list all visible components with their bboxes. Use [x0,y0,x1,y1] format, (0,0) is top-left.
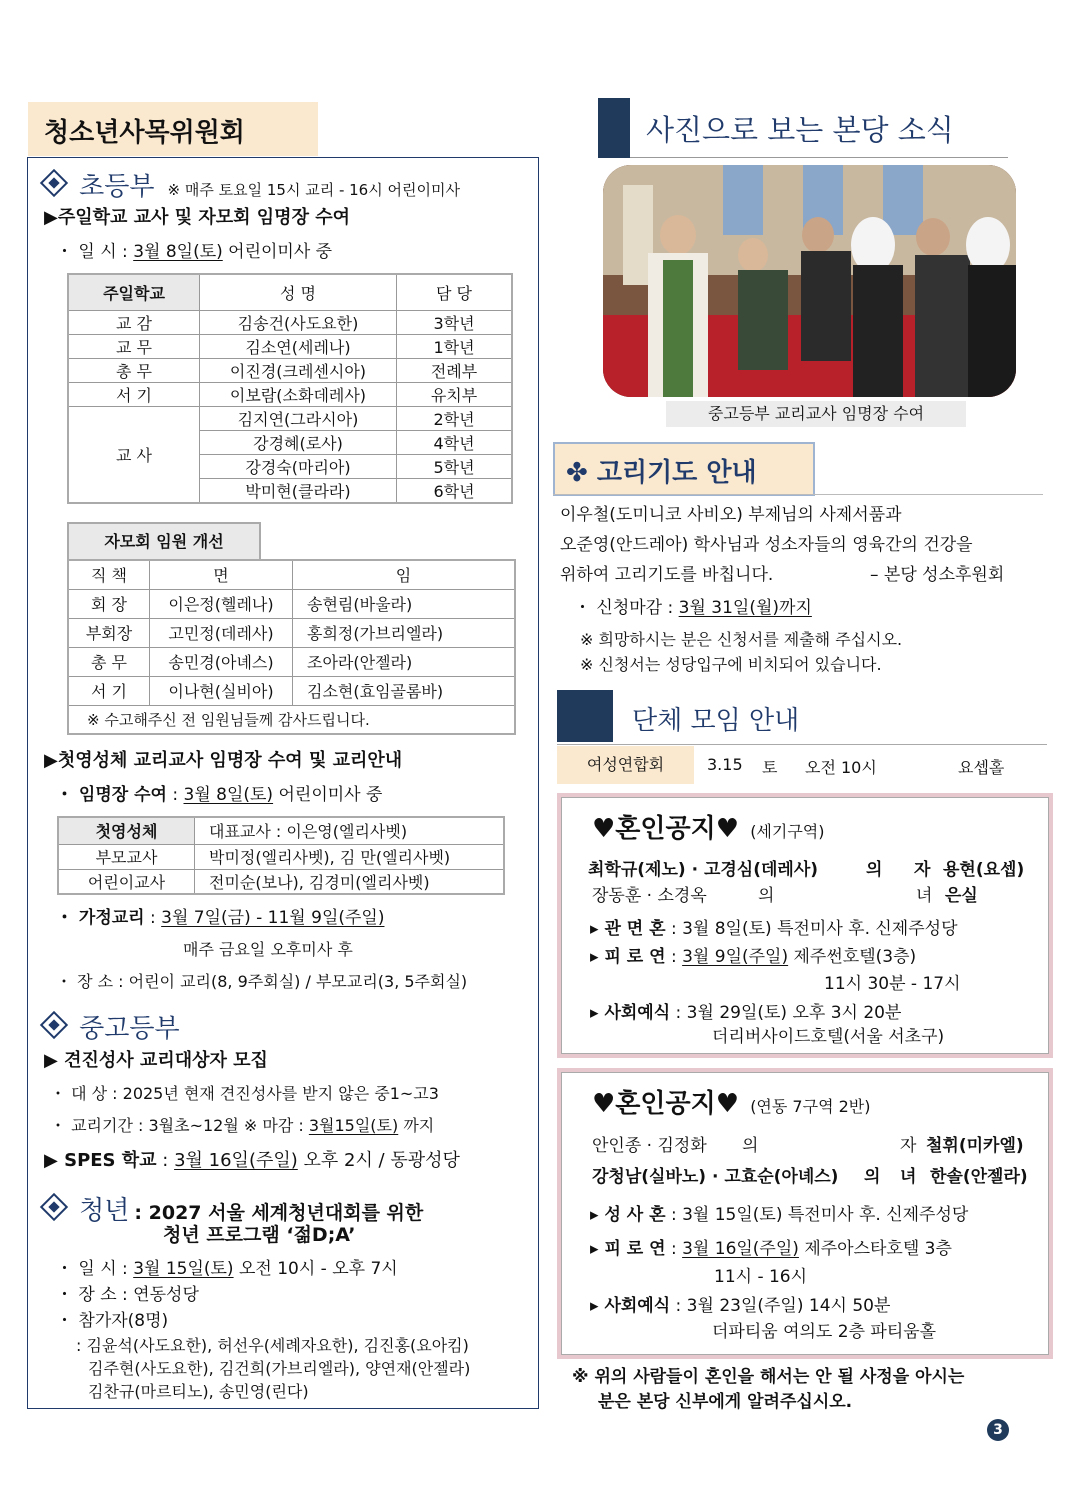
elementary-date [56,241,332,263]
family-time: 매주 금요일 오후미사 후 [183,940,353,959]
elementary-note: ※ 매주 토요일 15시 교리 - 16시 어린이미사 [167,181,460,199]
middle-period [50,1115,434,1137]
photo-title: 사진으로 보는 본당 소식 [646,113,954,147]
wedding2-parents2: 강청남(실바노) · 고효순(아녜스) [592,1167,839,1187]
youth-program-subtitle: 청년 프로그램 ‘젊D;A’ [163,1224,356,1246]
family-date: 3월 7일(금) - 11월 9일(주일) [161,908,385,928]
table-cell: 김송건(사도요한) [200,310,397,334]
wedding-area: (연동 7구역 2반) [750,1097,871,1116]
page-number: 3 [987,1419,1009,1441]
table-cell: 강경숙(마리아) [200,454,397,478]
youth-date-rest: 오전 10시 - 오후 7시 [233,1259,398,1279]
parents-table-footer: ※ 수고해주신 전 임원님들께 감사드립니다. [68,705,515,734]
table-cell: 6학년 [397,478,513,503]
apply-label: ・ 신청마감 : [574,598,679,618]
wedding1-rel: 녀 [916,886,933,906]
row-value: : 3월 15일(토) 특전미사 후. 신제주성당 [665,1205,969,1225]
wedding2-row [590,1234,952,1259]
spes-line [44,1150,460,1172]
row-value: : 3월 8일(토) 특전미사 후. 신제주성당 [665,919,958,939]
table-cell: 고민정(데레사) [150,618,293,647]
wedding-warning: 분은 본당 신부에게 알려주십시오. [598,1392,853,1412]
table-cell: 교 사 [68,406,200,503]
prayer-text: 위하여 고리기도를 바칩니다. [560,565,774,585]
parents-table-header: 직 책 [68,560,150,589]
youth-heading [38,1190,423,1227]
wedding1-name: 용현(요셉) [943,860,1025,880]
apply-date: 3월 31일(월)까지 [678,598,812,618]
row-colon: : [665,1239,683,1259]
groups-name: 여성연합회 [557,746,694,784]
photo-title-block [598,98,630,158]
table-cell: 이은정(헬레나) [150,589,293,618]
prayer-heading: ✤ 고리기도 안내 [566,458,757,488]
row-date: 3월 16일(주일) [682,1239,799,1259]
table-cell: 전례부 [397,358,513,382]
appointment-label: ・ 임명장 수여 [56,785,167,805]
teacher-table-header: 담 당 [397,274,513,310]
spes-date: 3월 16일(주일) [174,1150,298,1171]
table-cell: 강경혜(로사) [200,430,397,454]
wedding1-of: 의 [758,886,775,906]
table-cell: 조아라(안젤라) [293,647,516,676]
wedding2-of: 의 [864,1167,881,1187]
wedding1-row [590,914,958,939]
row-label: ▸ 관 면 혼 [590,919,666,939]
diamond-icon [40,1011,68,1039]
elementary-sub2: ▶첫영성체 교리교사 임명장 수여 및 교리안내 [44,750,403,771]
table-cell: 어린이교사 [58,869,195,894]
table-cell: 홍희정(가브리엘라) [293,618,516,647]
teacher-table-header: 주일학교 [68,274,200,310]
table-cell: 이나현(실비아) [150,676,293,705]
date-label: ・ 일 시 : [56,242,134,262]
table-cell: 이진경(크레센시아) [200,358,397,382]
period-pre: ・ 교리기간 : 3월초~12월 ※ 마감 : [50,1116,309,1135]
middle-target: ・ 대 상 : 2025년 현재 견진성사를 받지 않은 중1~고3 [50,1084,439,1103]
elementary-title: 초등부 [79,172,155,202]
row-label: ▸ 성 사 혼 [590,1205,666,1225]
elementary-place: ・ 장 소 : 어린이 교리(8, 9주회실) / 부모교리(3, 5주회실) [56,972,468,991]
wedding1-parents2: 장동훈 · 소경옥 [592,886,707,906]
youth-date-value: 3월 15일(토) [133,1259,234,1279]
table-cell: 총 무 [68,647,150,676]
youth-program-title: : 2027 서울 세계청년대회를 위한 [134,1202,424,1224]
youth-place: ・ 장 소 : 연동성당 [56,1285,199,1305]
wedding1-name: 은실 [945,886,978,906]
period-date: 3월15일(토) [308,1116,399,1135]
table-cell: 박미정(엘리사벳), 김 만(엘리사벳) [195,844,505,869]
groups-title: 단체 모임 안내 [632,706,800,736]
youth-date [56,1258,398,1280]
middle-heading [38,1008,180,1045]
period-post: 까지 [398,1116,435,1135]
table-cell: 1학년 [397,334,513,358]
family-colon: : [144,908,162,928]
elementary-heading [38,166,460,203]
wedding2-parents1: 안인종 · 김정화 [592,1136,707,1156]
wedding2-of: 의 [742,1136,759,1156]
spes-post: 오후 2시 / 동광성당 [297,1150,460,1171]
table-cell: 2학년 [397,406,513,430]
prayer-note: ※ 신청서는 성당입구에 비치되어 있습니다. [580,655,882,674]
youth-names: : 김윤석(사도요한), 허선우(세례자요한), 김진홍(요아킴) [76,1336,469,1355]
table-cell: 이보람(소화데레사) [200,382,397,406]
row-value: : 3월 29일(토) 오후 3시 20분 [670,1003,902,1023]
wedding-title: ♥혼인공지♥ [592,814,740,844]
row-label: ▸ 사회예식 [590,1296,671,1316]
groups-place: 요셉홀 [958,758,1005,777]
communion-table [57,816,505,895]
table-cell: 송현림(바울라) [293,589,516,618]
diamond-icon [40,1193,68,1221]
appointment-colon: : [166,785,184,805]
row-colon: : [665,947,683,967]
table-cell: 김소현(효임골롬바) [293,676,516,705]
spes-colon: : [156,1150,175,1171]
row-label: ▸ 사회예식 [590,1003,671,1023]
table-cell: 교 감 [68,310,200,334]
wedding1-parents1: 최학규(제노) · 고경심(데레사) [588,860,819,880]
ceremony-photo-illustration [603,165,1016,397]
wedding2-rel: 자 [900,1136,917,1156]
row-value: 제주아스타호텔 3층 [798,1239,952,1259]
table-cell: 교 무 [68,334,200,358]
appointment-line [56,784,382,806]
wedding-area: (세기구역) [750,822,825,841]
table-cell: 첫영성체 [58,817,195,844]
table-cell: 유치부 [397,382,513,406]
wedding1-title-line [592,808,825,845]
youth-names: 김찬규(마르티노), 송민영(린다) [88,1382,309,1401]
table-cell: 김지연(그라시아) [200,406,397,430]
table-cell: 박미현(클라라) [200,478,397,503]
teacher-table [67,273,513,504]
wedding-warning: ※ 위의 사람들이 혼인을 해서는 안 될 사정을 아시는 [572,1367,965,1387]
wedding1-of: 의 [866,860,883,880]
wedding2-title-line [592,1083,870,1120]
youth-title: 청년 [79,1196,130,1226]
row-label: ▸ 피 로 연 [590,947,666,967]
youth-participants: ・ 참가자(8명) [56,1311,169,1331]
date-rest: 어린이미사 중 [222,242,333,262]
table-cell: 전미순(보나), 김경미(엘리사벳) [195,869,505,894]
middle-title: 중고등부 [79,1014,180,1044]
wedding1-time: 11시 30분 - 17시 [824,974,961,994]
table-cell: 부모교사 [58,844,195,869]
wedding-title: ♥혼인공지♥ [592,1089,740,1119]
photo-title-rule [630,157,1008,158]
table-cell: 서 기 [68,676,150,705]
wedding2-time: 11시 - 16시 [714,1267,808,1287]
spes-label: ▶ SPES 학교 [44,1150,157,1171]
table-cell: 3학년 [397,310,513,334]
row-value: 제주썬호텔(3층) [788,947,917,967]
photo-caption: 중고등부 교리교사 임명장 수여 [666,401,966,427]
wedding2-name: 철휘(미카엘) [926,1136,1024,1156]
wedding2-row [590,1200,968,1225]
table-cell: 총 무 [68,358,200,382]
table-cell: 김소연(세레나) [200,334,397,358]
prayer-text: 이우철(도미니코 사비오) 부제님의 사제서품과 [560,505,902,525]
groups-time: 오전 10시 [805,758,877,777]
family-label: ・ 가정교리 [56,908,145,928]
youth-names: 김주현(사도요한), 김건희(가브리엘라), 양연재(안젤라) [88,1359,471,1378]
prayer-rule [553,494,1043,495]
diamond-icon [40,169,68,197]
groups-title-block [557,690,613,742]
youth-date-label: ・ 일 시 : [56,1259,134,1279]
parents-table-caption: 자모회 임원 개선 [67,522,261,560]
church-photo [603,165,1016,397]
groups-day: 토 [762,758,778,777]
elementary-sub1: ▶주일학교 교사 및 자모회 임명장 수여 [44,207,350,228]
table-cell: 서 기 [68,382,200,406]
prayer-note: ※ 희망하시는 분은 신청서를 제출해 주십시오. [580,630,903,649]
table-cell: 5학년 [397,454,513,478]
table-cell: 4학년 [397,430,513,454]
table-cell: 회 장 [68,589,150,618]
wedding1-place: 더리버사이드호텔(서울 서초구) [712,1027,945,1047]
wedding2-rel: 녀 [900,1167,917,1187]
groups-date: 3.15 [707,755,743,774]
page-title: 청소년사목위원회 [44,118,245,148]
appointment-rest: 어린이미사 중 [273,785,383,805]
wedding2-place: 더파티움 여의도 2층 파티움홀 [712,1322,937,1342]
row-label: ▸ 피 로 연 [590,1239,666,1259]
date-value: 3월 8일(토) [133,242,223,262]
parents-table-header: 임 [293,560,516,589]
wedding1-rel: 자 [914,860,931,880]
wedding2-name: 한솔(안젤라) [930,1167,1028,1187]
teacher-table-header: 성 명 [200,274,397,310]
prayer-apply [574,593,812,618]
middle-sub: ▶ 견진성사 교리대상자 모집 [44,1050,268,1071]
family-catechism [56,907,384,929]
prayer-signature: – 본당 성소후원회 [870,565,1005,585]
wedding2-row [590,1291,890,1316]
table-cell: 대표교사 : 이은영(엘리사벳) [195,817,505,844]
wedding1-row [590,942,916,967]
parents-table [67,559,516,735]
prayer-text: 오준영(안드레아) 학사님과 성소자들의 영육간의 건강을 [560,535,973,555]
wedding1-row [590,998,901,1023]
groups-rule [557,744,1047,745]
table-cell: 부회장 [68,618,150,647]
parents-table-header: 면 [150,560,293,589]
row-value: : 3월 23일(주일) 14시 50분 [670,1296,891,1316]
appointment-date: 3월 8일(토) [183,785,274,805]
row-date: 3월 9일(주일) [682,947,789,967]
table-cell: 송민경(아녜스) [150,647,293,676]
